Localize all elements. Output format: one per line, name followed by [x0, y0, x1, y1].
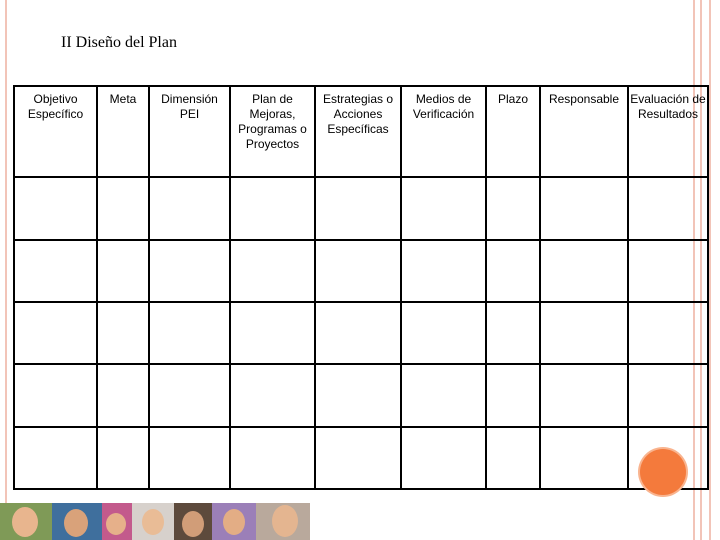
table-cell: [14, 302, 97, 364]
table-cell: [14, 364, 97, 426]
table-cell: [230, 177, 315, 239]
table-cell: [149, 364, 230, 426]
table-cell: [486, 240, 540, 302]
column-header: Meta: [97, 86, 149, 177]
table-cell: [401, 302, 486, 364]
child-photo: [52, 503, 102, 540]
table-cell: [401, 427, 486, 489]
table-cell: [540, 240, 628, 302]
table-cell: [540, 177, 628, 239]
column-header: Evaluación de Resultados: [628, 86, 708, 177]
table-cell: [315, 302, 401, 364]
column-header: Plan de Mejoras, Programas o Proyectos: [230, 86, 315, 177]
table-cell: [230, 302, 315, 364]
column-header: Plazo: [486, 86, 540, 177]
table-cell: [401, 177, 486, 239]
column-header: Medios de Verificación: [401, 86, 486, 177]
column-header: Objetivo Específico: [14, 86, 97, 177]
table-cell: [628, 302, 708, 364]
frame-line-right: [709, 0, 711, 540]
table-cell: [230, 427, 315, 489]
table-cell: [315, 364, 401, 426]
child-photo: [132, 503, 174, 540]
table-cell: [14, 427, 97, 489]
table-cell: [97, 177, 149, 239]
table-cell: [540, 364, 628, 426]
table-cell: [97, 302, 149, 364]
children-photo-strip: [0, 503, 310, 540]
table-cell: [401, 364, 486, 426]
table-header-row: [14, 86, 708, 177]
table-cell: [97, 364, 149, 426]
table-cell: [315, 427, 401, 489]
orange-circle-icon: [640, 449, 686, 495]
table-row: [14, 364, 708, 426]
table-cell: [14, 240, 97, 302]
column-header: Responsable: [540, 86, 628, 177]
plan-design-table: [13, 85, 709, 490]
child-photo: [102, 503, 132, 540]
table-cell: [315, 177, 401, 239]
child-photo: [212, 503, 256, 540]
table-cell: [230, 364, 315, 426]
column-header: Dimensión PEI: [149, 86, 230, 177]
table-row: [14, 240, 708, 302]
table-cell: [97, 240, 149, 302]
table-cell: [628, 240, 708, 302]
table-cell: [149, 302, 230, 364]
table-cell: [540, 427, 628, 489]
table-row: [14, 302, 708, 364]
child-photo: [174, 503, 212, 540]
table-row: [14, 177, 708, 239]
child-photo: [256, 503, 310, 540]
table-cell: [149, 177, 230, 239]
table-cell: [628, 364, 708, 426]
table-cell: [486, 177, 540, 239]
child-photo: [0, 503, 52, 540]
table-cell: [628, 177, 708, 239]
table-cell: [14, 177, 97, 239]
table-cell: [97, 427, 149, 489]
frame-line-left: [5, 0, 7, 540]
table-cell: [149, 427, 230, 489]
table-cell: [486, 427, 540, 489]
column-header: Estrategias o Acciones Específicas: [315, 86, 401, 177]
table-cell: [486, 364, 540, 426]
table-cell: [149, 240, 230, 302]
table-cell: [486, 302, 540, 364]
table-cell: [315, 240, 401, 302]
table-cell: [230, 240, 315, 302]
table-row: [14, 427, 708, 489]
table-cell: [401, 240, 486, 302]
table-cell: [540, 302, 628, 364]
page-title: II Diseño del Plan: [61, 34, 177, 51]
